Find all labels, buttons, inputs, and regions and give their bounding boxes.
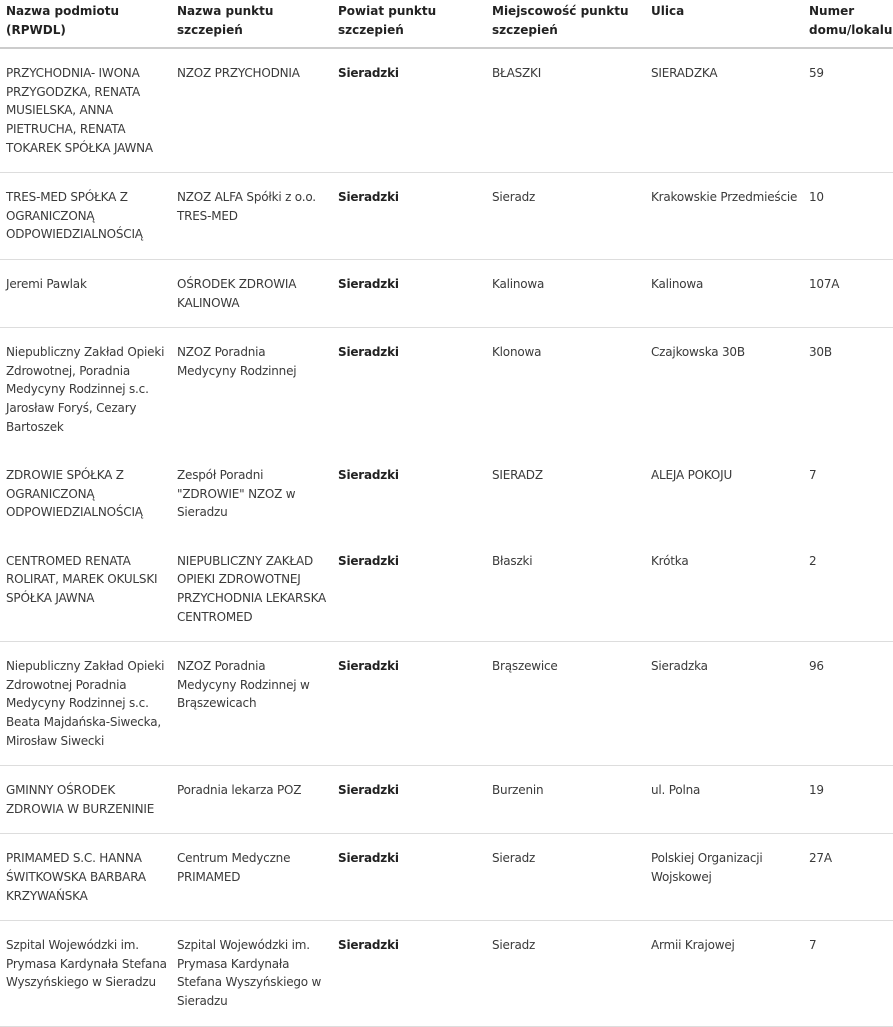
cell-point-name: NIEPUBLICZNY ZAKŁAD OPIEKI ZDROWOTNEJ PRZYCHODNIA LEKARSKA CENTROMED	[171, 537, 332, 642]
cell-entity-name: Szpital Wojewódzki im. Prymasa Kardynała Stefana Wyszyńskiego w Sieradzu	[0, 921, 171, 1026]
cell-county: Sieradzki	[332, 173, 486, 260]
cell-point-name: Centrum Medyczne PRIMAMED	[171, 834, 332, 921]
cell-street: ALEJA POKOJU	[651, 468, 733, 483]
cell-entity-name: TRES-MED SPÓŁKA Z OGRANICZONĄ ODPOWIEDZIALNOŚCIĄ	[0, 173, 171, 260]
cell-locality: Brąszewice	[486, 642, 645, 766]
cell-house-number: 107A	[803, 259, 893, 327]
cell-county: Sieradzki	[338, 468, 399, 483]
cell-county: Sieradzki	[332, 48, 486, 172]
table-row	[0, 259, 893, 327]
cell-house-number: 7	[803, 921, 893, 1026]
cell-entity-name: Niepubliczny Zakład Opieki Zdrowotnej, Poradnia Medycyny Rodzinnej s.c. Jarosław Foryś, Cezary Bartoszek	[6, 345, 165, 434]
cell-street: ul. Polna	[645, 766, 803, 834]
cell-county: Sieradzki	[332, 766, 486, 834]
table-row	[0, 328, 893, 451]
cell-house-number: 10	[803, 173, 893, 260]
cell-street: Armii Krajowej	[645, 921, 803, 1026]
cell-entity-name: GMINNY OŚRODEK ZDROWIA W BURZENINIE	[0, 766, 171, 834]
cell-locality: SIERADZ	[492, 468, 543, 483]
column-header-point-name: Nazwa punktu szczepień	[171, 0, 332, 48]
cell-street: Kalinowa	[645, 259, 803, 327]
cell-county: Sieradzki	[332, 921, 486, 1026]
cell-entity-name: Niepubliczny Zakład Opieki Zdrowotnej Poradnia Medycyny Rodzinnej s.c. Beata Majdańska-Siwecka, Mirosław Siwecki	[0, 642, 171, 766]
cell-entity-name: Jeremi Pawlak	[0, 259, 171, 327]
cell-locality: Sieradz	[486, 834, 645, 921]
table-header-row	[0, 0, 893, 48]
table-row	[0, 766, 893, 834]
cell-point-name: OŚRODEK ZDROWIA KALINOWA	[171, 259, 332, 327]
cell-county: Sieradzki	[332, 834, 486, 921]
cell-entity-name: PRZYCHODNIA- IWONA PRZYGODZKA, RENATA MUSIELSKA, ANNA PIETRUCHA, RENATA TOKAREK SPÓŁKA JAWNA	[0, 48, 171, 172]
cell-county: Sieradzki	[332, 259, 486, 327]
cell-locality: Błaszki	[486, 537, 645, 642]
cell-point-name: Szpital Wojewódzki im. Prymasa Kardynała Stefana Wyszyńskiego w Sieradzu	[171, 921, 332, 1026]
cell-point-name: NZOZ ALFA Spółki z o.o. TRES-MED	[171, 173, 332, 260]
cell-point-name: Zespół Poradni "ZDROWIE" NZOZ w Sieradzu	[177, 468, 296, 520]
column-header-street: Ulica	[645, 0, 803, 48]
cell-county: Sieradzki	[332, 642, 486, 766]
cell-street: Krótka	[645, 537, 803, 642]
cell-street: Polskiej Organizacji Wojskowej	[645, 834, 803, 921]
cell-county: Sieradzki	[338, 345, 399, 360]
table-row	[0, 173, 893, 260]
cell-point-name: NZOZ PRZYCHODNIA	[171, 48, 332, 172]
cell-house-number: 59	[803, 48, 893, 172]
column-header-locality: Miejscowość punktu szczepień	[486, 0, 645, 48]
cell-locality: Klonowa	[492, 345, 542, 360]
cell-point-name: NZOZ Poradnia Medycyny Rodzinnej	[177, 345, 297, 378]
cell-locality: Burzenin	[486, 766, 645, 834]
cell-street: SIERADZKA	[645, 48, 803, 172]
cell-house-number: 27A	[803, 834, 893, 921]
table-row	[0, 834, 893, 921]
column-header-house-number: Numer domu/lokalu	[803, 0, 893, 48]
cell-entity-name: CENTROMED RENATA ROLIRAT, MAREK OKULSKI SPÓŁKA JAWNA	[0, 537, 171, 642]
cell-house-number: 96	[803, 642, 893, 766]
table-row	[0, 921, 893, 1026]
cell-county: Sieradzki	[332, 537, 486, 642]
table-row	[0, 642, 893, 766]
cell-point-name: NZOZ Poradnia Medycyny Rodzinnej w Brąszewicach	[171, 642, 332, 766]
table-row	[0, 537, 893, 642]
cell-locality: BŁASZKI	[486, 48, 645, 172]
cell-street: Krakowskie Przedmieście	[645, 173, 803, 260]
cell-locality: Sieradz	[486, 921, 645, 1026]
cell-locality: Kalinowa	[486, 259, 645, 327]
cell-point-name: Poradnia lekarza POZ	[171, 766, 332, 834]
cell-entity-name: ZDROWIE SPÓŁKA Z OGRANICZONĄ ODPOWIEDZIALNOŚCIĄ	[6, 468, 143, 520]
cell-house-number: 7	[809, 468, 817, 483]
table-row	[0, 451, 893, 537]
table-row	[0, 48, 893, 172]
cell-street: Czajkowska 30B	[651, 345, 745, 360]
cell-entity-name: PRIMAMED S.C. HANNA ŚWITKOWSKA BARBARA KRZYWAŃSKA	[0, 834, 171, 921]
cell-street: Sieradzka	[645, 642, 803, 766]
cell-house-number: 2	[803, 537, 893, 642]
column-header-entity-name: Nazwa podmiotu (RPWDL)	[0, 0, 171, 48]
cell-house-number: 19	[803, 766, 893, 834]
column-header-county: Powiat punktu szczepień	[332, 0, 486, 48]
cell-locality: Sieradz	[486, 173, 645, 260]
cell-house-number: 30B	[809, 345, 832, 360]
